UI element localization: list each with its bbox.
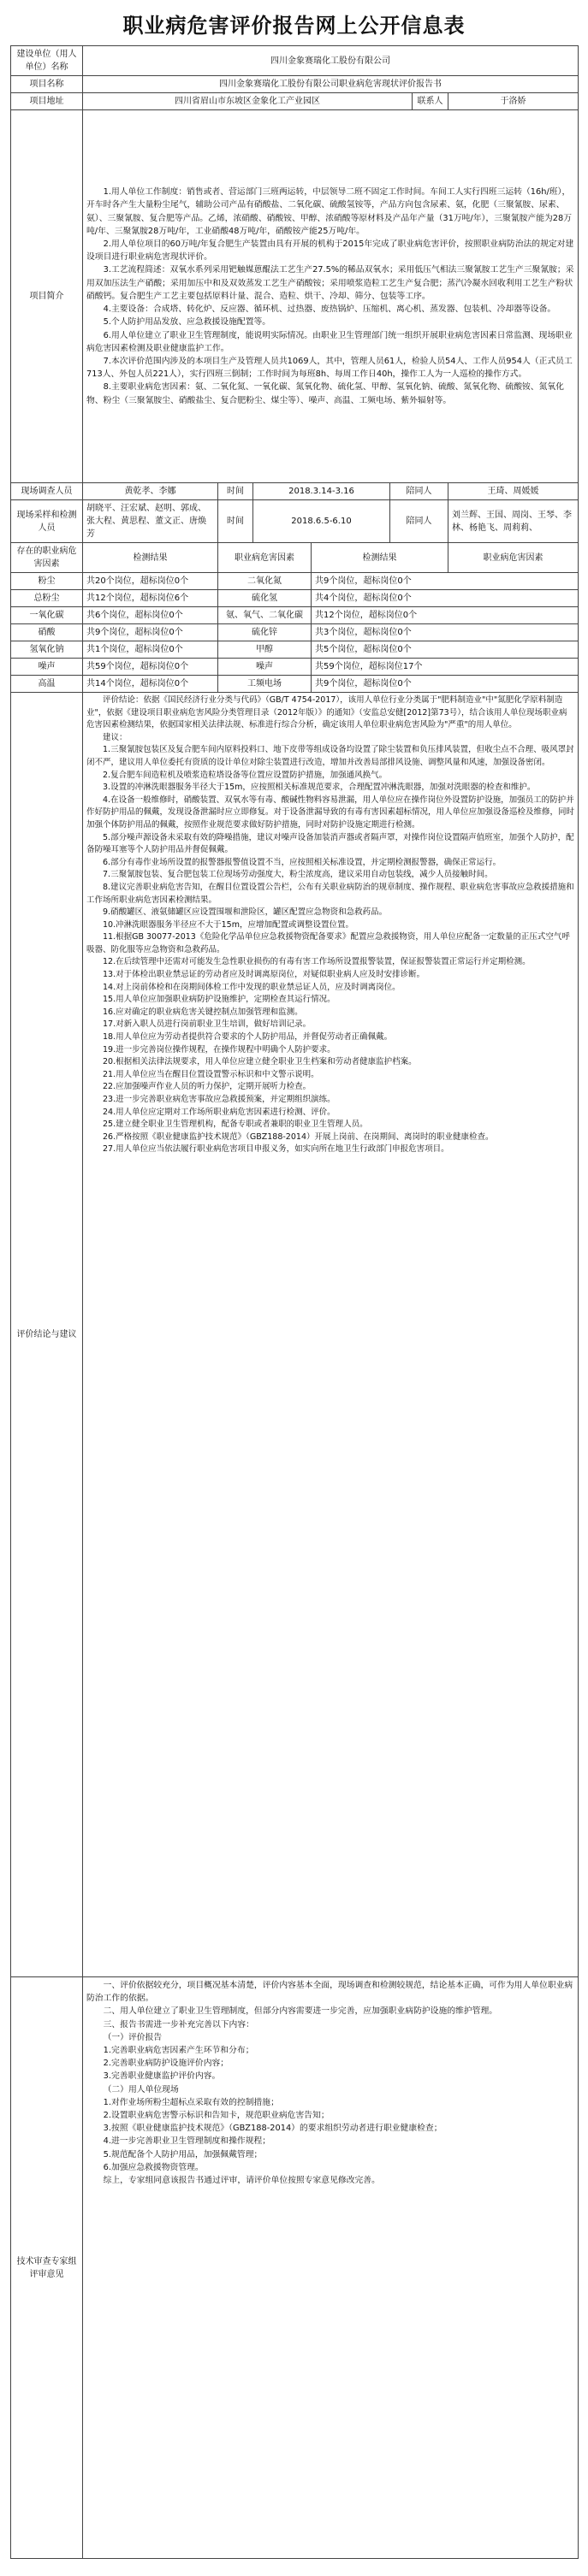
suggestion-item: 14.对上岗前体检和在岗期间体检工作中发现的职业禁忌证人员，应及时调离岗位。 <box>103 982 401 992</box>
hazard-factor: 氢氧化钠 <box>11 641 83 659</box>
review-item: （一）评价报告 <box>103 2032 163 2042</box>
hazard-factor: 甲醇 <box>218 641 312 659</box>
hazard-result: 共59个岗位，超标岗位0个 <box>83 659 218 676</box>
suggestion-item: 7.三聚氰胺包装、复合肥包装工位现场劳动强度大，粉尘浓度高，建议采用自动包装线，减少人员接触时间。 <box>103 870 493 880</box>
hazard-result: 共4个岗位，超标岗位0个 <box>312 590 579 607</box>
survey-staff: 黄乾孝、李娜 <box>83 483 218 500</box>
time-label: 时间 <box>218 500 253 543</box>
review-item: 一、评价依据较充分，项目概况基本清楚，评价内容基本全面，现场调查和检测较规范，结论基本正确，可作为用人单位职业病防治工作的依据。 <box>86 1981 573 2004</box>
suggestion-item: 13.对于体检出职业禁忌证的劳动者应及时调离原岗位，对疑似职业病人应及时安排诊断。 <box>103 970 425 980</box>
suggestion-item: 15.用人单位应加强职业病防护设施维护，定期检查其运行情况。 <box>103 995 336 1005</box>
hazard-factor: 粉尘 <box>11 573 83 590</box>
hazard-factor: 硫化锌 <box>218 624 312 641</box>
suggestion-item: 20.根据相关法律法规要求，用人单位应建立健全职业卫生档案和劳动者健康监护档案。 <box>103 1057 417 1067</box>
survey-time: 2018.3.14-3.16 <box>253 483 390 500</box>
intro-paragraph: 7.本次评价范围内涉及的本项目生产及管理人员共1069人，其中，管理人员61人，检验人员54人、工作人员954人（正式员工713人、外包人员221人），实行四班三倒制；工作时间为每班8h、每周工作日40h，操作工人为一人巡检的操作方式。 <box>86 356 573 380</box>
hazards-header-row <box>11 543 579 573</box>
suggestion-item: 25.建立健全职业卫生管理机构，配备专职或者兼职的职业卫生管理人员。 <box>103 1120 368 1130</box>
review-item: 二、用人单位建立了职业卫生管理制度，但部分内容需要进一步完善，应加强职业病防护设施的维护管理。 <box>103 2006 498 2017</box>
hazard-factor: 工频电场 <box>218 676 312 693</box>
intro-paragraph: 5.个人防护用品发放、应急救援设施配置等。 <box>103 317 271 328</box>
suggestion-item: 6.部分有毒作业场所设置的报警器报警值设置不当，应按照相关标准设置，并定期检测报警器，确保正常运行。 <box>103 857 502 867</box>
hazard-row <box>11 641 579 659</box>
hazard-row <box>11 573 579 590</box>
suggestion-item: 3.设置的冲淋洗眼器服务半径大于15m，应按照相关标准规范要求，合理配置冲淋洗眼器，加强对洗眼器的检查和维护。 <box>103 783 536 793</box>
page-title: 职业病危害评价报告网上公开信息表 <box>122 14 466 38</box>
sample-label: 现场采样和检测人员 <box>11 500 83 543</box>
hazard-result: 共5个岗位，超标岗位0个 <box>312 641 579 659</box>
suggestion-item: 8.建议完善职业病危害告知，在醒目位置设置公告栏，公布有关职业病防治的规章制度、操作规程、职业病危害事故应急救援措施和工作场所职业病危害因素检测结果。 <box>86 882 574 905</box>
project-label: 项目名称 <box>11 76 83 93</box>
hazard-row <box>11 676 579 693</box>
hazard-result: 共12个岗位，超标岗位0个 <box>312 607 579 624</box>
staff-label: 现场调查人员 <box>11 483 83 500</box>
suggestion-item: 12.在后续管理中还需对可能发生急性职业损伤的有毒有害工作场所设置报警装置，保证报警装置正常运行并定期检测。 <box>103 957 531 967</box>
conclusion-intro: 评价结论：依据《国民经济行业分类与代码》（GB/T 4754-2017），该用人单位行业分类属于"肥料制造业"中"氮肥化学原料制造业"，依据《建设项目职业病危害风险分类管理目录（2012年版）》的通知》（安监总安健[2012]第73号），结合该用人单位现场职业病危害因素检测结果，依据国家相关法律法规、标准进行综合分析，确定该用人单位职业病危害风险为"严重"的用人单位。 <box>86 695 567 730</box>
accompany-person: 王琦、周媛媛 <box>448 483 579 500</box>
hazard-factor: 高温 <box>11 676 83 693</box>
hazard-row <box>11 590 579 607</box>
intro-paragraph: 1.用人单位工作制度：销售或者、营运部门三班两运转，中层领导二班不固定工作时间。车间工人实行四班三运转（16h/班），开车时各产生大量粉尘尾气，辅助公司产品有硝酸盐、二氧化碳、硫酸氢铵等，产品方向包含尿素、氨，化肥（三聚氰胺、尿素、氨）、三聚氰胺、复合肥等产品。乙烯，浓硝酸、硝酸铵、甲醇、浓硝酸等原材料及产品年产量（31万吨/年），三聚氰胺产能为28万吨/年、三聚氰胺28万吨/年，工业硝酸48万吨/年，硝酸铵产能25万吨/年。 <box>86 187 573 236</box>
review-label: 技术审查专家组评审意见 <box>11 1977 83 2559</box>
suggestion-item: 11.根据GB 30077-2013《危险化学品单位应急救援物资配备要求》配置应急救援物资，用人单位应配备一定数量的正压式空气呼吸器、防化服等应急物资和急救药品。 <box>86 932 570 954</box>
suggestion-item: 23.进一步完善职业病危害事故应急救援预案，并定期组织演练。 <box>103 1095 336 1104</box>
col-result-left: 检测结果 <box>83 543 218 573</box>
hazard-result: 共9个岗位，超标岗位0个 <box>83 624 218 641</box>
hazard-result: 共12个岗位，超标岗位6个 <box>83 590 218 607</box>
contact-label: 联系人 <box>413 93 448 110</box>
sample-time: 2018.6.5-6.10 <box>253 500 390 543</box>
hazard-row <box>11 659 579 676</box>
contact-person: 于洛娇 <box>448 93 579 110</box>
sample-accompany: 刘兰辉、王国、周岗、王琴、李林、杨艳飞、周莉莉、 <box>448 500 579 543</box>
conclusion-row <box>11 693 579 1977</box>
review-item: 1.对作业场所粉尘超标点采取有效的控制措施； <box>103 2097 279 2107</box>
project-address: 四川省眉山市东坡区金象化工产业园区 <box>83 93 413 110</box>
hazard-factor: 总粉尘 <box>11 590 83 607</box>
review-item: 5.规范配备个人防护用品，加强佩戴管理； <box>103 2149 263 2159</box>
suggestion-item: 16.应对确定的职业病危害关键控制点加强管理和监测。 <box>103 1007 303 1017</box>
conclusion-label: 评价结论与建议 <box>11 693 83 1977</box>
suggestion-item: 22.应加强噪声作业人员的听力保护，定期开展听力检查。 <box>103 1082 312 1092</box>
intro-paragraph: 4.主要设备：合成塔、转化炉、反应器、循环机、过热器、废热锅炉、压缩机、离心机、蒸发器、包装机、冷却器等设备。 <box>103 304 556 315</box>
intro-label: 项目简介 <box>11 110 83 483</box>
suggestion-item: 26.严格按照《职业健康监护技术规范》（GBZ188-2014）开展上岗前、在岗期间、离岗时的职业健康检查。 <box>103 1131 494 1142</box>
suggestion-item: 19.进一步完善岗位操作规程，在操作规程中明确个人防护要求。 <box>103 1044 336 1055</box>
hazards-label: 存在的职业病危害因素 <box>11 543 83 573</box>
suggestion-item: 9.硝酸罐区、液氨储罐区应设置围堰和泄险区，罐区配置应急物资和急救药品。 <box>103 907 388 918</box>
time-label: 时间 <box>218 483 253 500</box>
suggestion-item: 27.用人单位应当依法履行职业病危害项目申报义务，如实向所在地卫生行政部门申报危害项目。 <box>103 1144 449 1155</box>
review-item: 2.设置职业病危害警示标识和告知卡，规范职业病危害告知； <box>103 2111 330 2121</box>
col-result-right: 检测结果 <box>312 543 448 573</box>
project-row <box>11 76 579 93</box>
hazard-result: 共1个岗位，超标岗位0个 <box>83 641 218 659</box>
project-intro <box>83 110 579 483</box>
intro-paragraph: 2.用人单位项目的60万吨/年复合肥生产装置由具有开展的机构于2015年完成了职业病危害评价，按照职业病防治法的规定对建设项目进行职业病危害现状评价。 <box>86 239 574 263</box>
hazard-factor: 硝酸 <box>11 624 83 641</box>
unit-row <box>11 46 579 76</box>
review-row <box>11 1977 579 2559</box>
hazard-factor: 噪声 <box>11 659 83 676</box>
hazard-result: 共3个岗位，超标岗位0个 <box>312 624 579 641</box>
review-item: 1.完善职业病危害因素产生环节和分布； <box>103 2046 254 2056</box>
project-name: 四川金象赛瑞化工股份有限公司职业病危害现状评价报告书 <box>83 76 579 93</box>
review-item: （二）用人单位现场 <box>103 2084 179 2094</box>
review-item: 6.加强应急救援物资管理。 <box>103 2162 204 2172</box>
hazard-result: 共9个岗位，超标岗位0个 <box>312 676 579 693</box>
suggestion-title: 建议： <box>103 732 128 742</box>
hazard-factor: 硫化氢 <box>218 590 312 607</box>
suggestion-item: 21.用人单位应当在醒目位置设置警示标识和中文警示说明。 <box>103 1069 319 1079</box>
intro-paragraph: 6.用人单位建立了职业卫生管理制度，能说明实际情况。由职业卫生管理部门统一组织开展职业病危害因素日常监测、现场职业病危害因素检测及职业健康监护工作。 <box>86 330 573 353</box>
address-row <box>11 93 579 110</box>
intro-paragraph: 8.主要职业病危害因素：氨、二氧化氮、一氧化碳、氮氧化物、硫化氢、甲醇、氢氧化钠、硫酸、氮氧化物、硫酸铵、氮氧化物、粉尘（三聚氰胺尘、硝酸盐尘、复合肥粉尘、煤尘等）、噪声、高温、工频电场、紫外辐射等。 <box>86 382 564 405</box>
suggestion-item: 10.冲淋洗眼器服务半径应不大于15m，应增加配置或调整设置位置。 <box>103 919 353 930</box>
hazard-factor: 二氧化氮 <box>218 573 312 590</box>
suggestion-item: 18.用人单位应为劳动者提供符合要求的个人防护用品，并督促劳动者正确佩戴。 <box>103 1032 393 1043</box>
review-item: 4.进一步完善职业卫生管理制度和操作规程； <box>103 2136 271 2147</box>
intro-row <box>11 110 579 483</box>
hazard-result: 共14个岗位，超标岗位0个 <box>83 676 218 693</box>
col-factor-left: 职业病危害因素 <box>218 543 312 573</box>
intro-paragraph: 3.工艺流程简述：双氧水系列采用钯触媒蒽醌法工艺生产27.5%的稀品双氧水；采用低压气相法三聚氰胺工艺生产三聚氰胺；采用双加压法生产硝酸；采用加压中和及双效蒸发工艺生产硝酸铵；采用喷浆造粒工艺生产复合肥；蒸汽冷凝水回收利用工艺生产粉状硝酸钙。复合肥生产工艺主要包括原料计量、混合、造粒、烘干、冷却、筛分、包装等工序。 <box>86 265 574 301</box>
review-item: 2.完善职业病防护设施评价内容； <box>103 2059 229 2069</box>
review-item: 3.完善职业健康监护评价内容。 <box>103 2071 221 2082</box>
staff-row <box>11 483 579 500</box>
review-content <box>83 1977 579 2559</box>
suggestion-item: 24.用人单位应定期对工作场所职业病危害因素进行检测、评价。 <box>103 1107 336 1117</box>
unit-label: 建设单位（用人单位）名称 <box>11 46 83 76</box>
address-label: 项目地址 <box>11 93 83 110</box>
hazard-result: 共20个岗位，超标岗位0个 <box>83 573 218 590</box>
unit-name: 四川金象赛瑞化工股份有限公司 <box>83 46 579 76</box>
hazard-factor: 噪声 <box>218 659 312 676</box>
suggestion-item: 5.部分噪声源设备未采取有效的降噪措施，建议对噪声设备加装消声器或者隔声罩，对操作岗位设置隔声值班室，加强个人防护，配备防噪耳塞等个人防护用品并督促佩戴。 <box>86 832 574 855</box>
accompany-label: 陪同人 <box>390 483 448 500</box>
suggestion-item: 17.对新入职人员进行岗前职业卫生培训，做好培训记录。 <box>103 1019 312 1030</box>
accompany-label: 陪同人 <box>390 500 448 543</box>
col-factor-right: 职业病危害因素 <box>448 543 579 573</box>
hazard-row <box>11 624 579 641</box>
sample-staff: 胡晓平、汪宏斌、赵明、郭成、张大程、黄思程、董文正、唐焕芳 <box>83 500 218 543</box>
conclusion-content <box>83 693 579 1977</box>
hazard-result: 共59个岗位，超标岗位17个 <box>312 659 579 676</box>
review-item: 3.按照《职业健康监护技术规范》（GBZ188-2014）的要求组织劳动者进行职业健康检查； <box>103 2124 442 2134</box>
info-table <box>10 45 579 2559</box>
hazard-factor: 氨、氧气、二氧化碳 <box>218 607 312 624</box>
suggestion-item: 1.三聚氰胺包装区及复合肥车间内原料投料口、地下皮带等组成设备均设置了除尘装置和负压排风装置，但收尘点不合理、吸风罩封闭不严，建议用人单位委托有资质的设计单位对除尘装置进行改造，增加并改善局部排风设施、调整风量和风速，加强设备密闭。 <box>86 745 574 767</box>
review-item: 综上，专家组同意该报告书通过评审，请评价单位按照专家意见修改完善。 <box>103 2176 380 2186</box>
suggestion-item: 2.复合肥车间造粒机及喷浆造粒塔设备等位置应设置防护措施，加强通风换气。 <box>103 770 388 780</box>
hazard-result: 共6个岗位，超标岗位0个 <box>83 607 218 624</box>
hazard-result: 共9个岗位，超标岗位0个 <box>312 573 579 590</box>
sample-row <box>11 500 579 543</box>
suggestion-item: 4.在设备一般维修时，硝酸装置、双氧水等有毒、酸碱性物料容易泄漏，用人单位应在操作岗位外设置防护设施，加强员工的防护并作好防护用品的佩戴，发现设备泄漏时应立即修复。对于设备泄漏导致的有毒有害因素超标情况，用人单位应加强设备巡检及维修，同时加强个体防护用品的佩戴，按照作业规范要求做好防护措施，同时对防护设施定期进行检测。 <box>86 795 575 830</box>
hazard-row <box>11 607 579 624</box>
review-item: 三、报告书需进一步补充完善以下内容： <box>103 2019 254 2029</box>
hazard-factor: 一氧化碳 <box>11 607 83 624</box>
